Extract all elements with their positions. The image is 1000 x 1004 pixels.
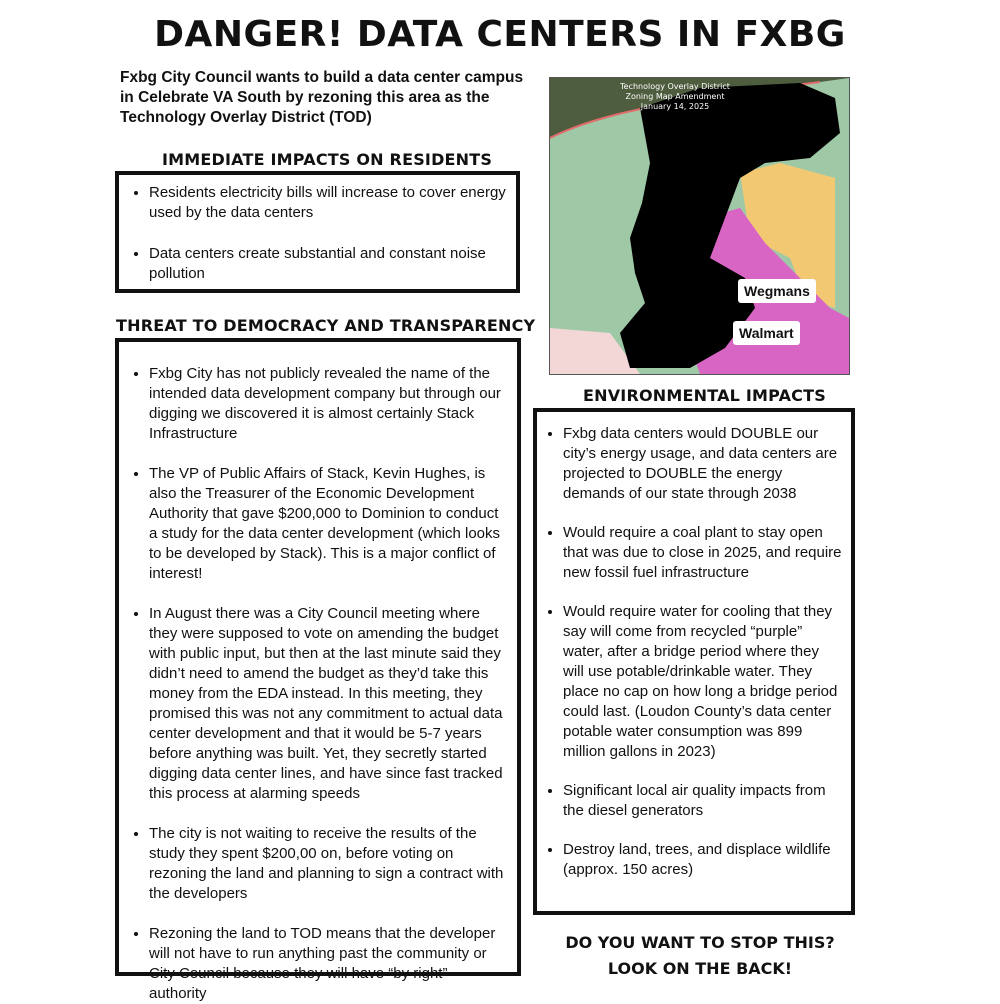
- list-item: • In August there was a City Council meeting where they were supposed to vote on amending the budget with public input, but then at the last minute said they didn’t need to amend the budget as they’d take this money from the EDA instead. In this meeting, they promised this was not any commitment to actual data center development and that it would be 5-7 years before anything was built. Yet, they secretly started digging data center lines, and have since fast tracked this process at alarming speeds: [149, 604, 505, 804]
- list-item: • Fxbg data centers would DOUBLE our city’s energy usage, and data centers are projected to DOUBLE the energy demands of our state through 2038: [563, 424, 843, 504]
- immediate-impacts-box: [115, 171, 520, 293]
- map-label-wegmans: Wegmans: [738, 279, 816, 303]
- threat-list: [123, 364, 505, 1004]
- list-item: • Rezoning the land to TOD means that the developer will not have to run anything past the community or City Council because they will have “by right” authority: [149, 924, 505, 1004]
- map-caption: [550, 82, 800, 112]
- cta-line1: DO YOU WANT TO STOP THIS?: [565, 933, 835, 952]
- intro-text: Fxbg City Council wants to build a data center campus in Celebrate VA South by rezoning this area as the Technology Overlay District (TOD): [120, 69, 524, 126]
- list-item: • The city is not waiting to receive the results of the study they spent $200,00 on, before voting on rezoning the land and planning to sign a contract with the developers: [149, 824, 505, 904]
- cta-line2: LOOK ON THE BACK!: [607, 959, 793, 978]
- map-caption-line3: January 14, 2025: [640, 102, 710, 111]
- list-item: • Would require a coal plant to stay open that was due to close in 2025, and require new fossil fuel infrastructure: [563, 523, 843, 583]
- list-item: • Would require water for cooling that they say will come from recycled “purple” water, after a bridge period where they will use potable/drinkable water. They place no cap on how long a bridge period could last. (Loudon County’s data center potable water consumption was 899 million gallons in 2023): [563, 602, 843, 762]
- map-label-walmart: Walmart: [733, 321, 800, 345]
- list-item: • Data centers create substantial and constant noise pollution: [149, 244, 506, 284]
- call-to-action: [555, 930, 845, 982]
- environmental-box: [533, 408, 855, 915]
- map-caption-line2: Zoning Map Amendment: [625, 92, 725, 101]
- list-item: • Fxbg City has not publicly revealed the name of the intended data development company but through our digging we discovered it is almost certainly Stack Infrastructure: [149, 364, 505, 444]
- list-item: • Significant local air quality impacts from the diesel generators: [563, 781, 843, 821]
- list-item: • The VP of Public Affairs of Stack, Kevin Hughes, is also the Treasurer of the Economic Development Authority that gave $200,000 to Dominion to conduct a study for the data center development (which looks to be developed by Stack). This is a major conflict of interest!: [149, 464, 505, 584]
- map-caption-line1: Technology Overlay District: [620, 82, 730, 91]
- threat-box: [115, 338, 521, 1002]
- immediate-impacts-list: [123, 183, 506, 284]
- environmental-list: [537, 424, 843, 880]
- page-title: DANGER! DATA CENTERS IN FXBG: [154, 14, 846, 55]
- zoning-map: [549, 77, 850, 375]
- list-item: • Residents electricity bills will increase to cover energy used by the data centers: [149, 183, 506, 223]
- map-graphic: [550, 78, 849, 374]
- list-item: • Destroy land, trees, and displace wildlife (approx. 150 acres): [563, 840, 843, 880]
- threat-heading: THREAT TO DEMOCRACY AND TRANSPARENCY: [116, 316, 536, 335]
- environmental-heading: ENVIRONMENTAL IMPACTS: [583, 386, 826, 405]
- immediate-impacts-heading: IMMEDIATE IMPACTS ON RESIDENTS: [162, 150, 493, 169]
